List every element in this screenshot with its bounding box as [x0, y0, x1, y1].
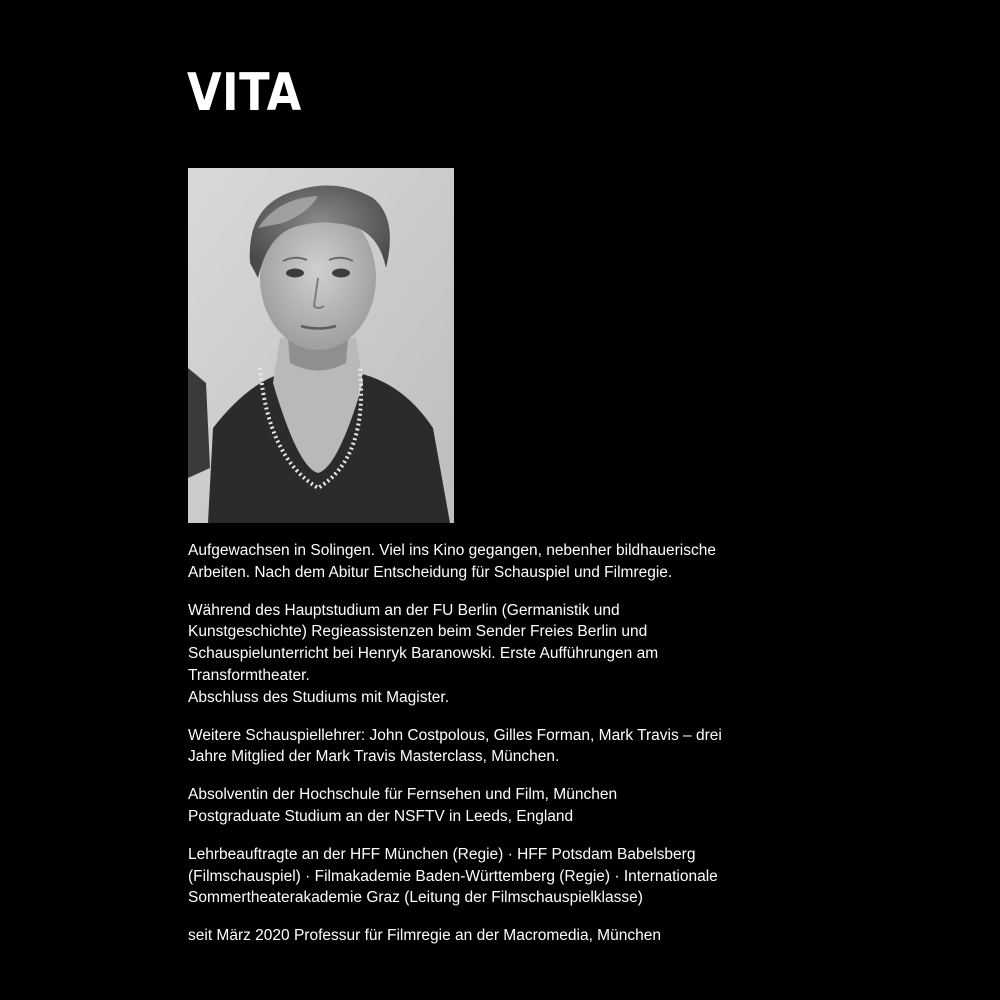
- bio-paragraph-film-school: [188, 784, 733, 828]
- bio-paragraph-acting-teachers: Weitere Schauspiellehrer: John Costpolous, Gilles Forman, Mark Travis – drei Jahre Mitglied der Mark Travis Masterclass, München.: [188, 726, 722, 766]
- page-title: VITA: [187, 63, 302, 123]
- bio-paragraph-childhood: Aufgewachsen in Solingen. Viel ins Kino gegangen, nebenher bildhauerische Arbeiten. Nach dem Abitur Entscheidung für Schauspiel und Filmregie.: [188, 542, 716, 581]
- biography-text: [188, 540, 733, 963]
- bio-film-school-text: Absolventin der Hochschule für Fernsehen und Film, München: [188, 786, 618, 804]
- bio-postgraduate-text: Postgraduate Studium an der NSFTV in Leeds, England: [188, 807, 574, 825]
- bio-paragraph-professorship: seit März 2020 Professur für Filmregie an der Macromedia, München: [188, 927, 661, 945]
- bio-paragraph-studies: [188, 600, 733, 709]
- bio-degree-text: Abschluss des Studiums mit Magister.: [188, 688, 450, 706]
- bio-studies-text: Während des Hauptstudium an der FU Berlin (Germanistik und Kunstgeschichte) Regieassistenzen beim Sender Freies Berlin und Schauspielunterricht bei Henryk Baranowski. Erste Aufführungen am Transformtheater.: [188, 601, 659, 684]
- portrait-photo: [188, 168, 454, 523]
- bio-paragraph-teaching: Lehrbeauftragte an der HFF München (Regie) · HFF Potsdam Babelsberg (Filmschauspiel) · Filmakademie Baden-Württemberg (Regie) · Internationale Sommertheaterakademie Graz (Leitung der Filmschauspielklasse): [188, 845, 718, 907]
